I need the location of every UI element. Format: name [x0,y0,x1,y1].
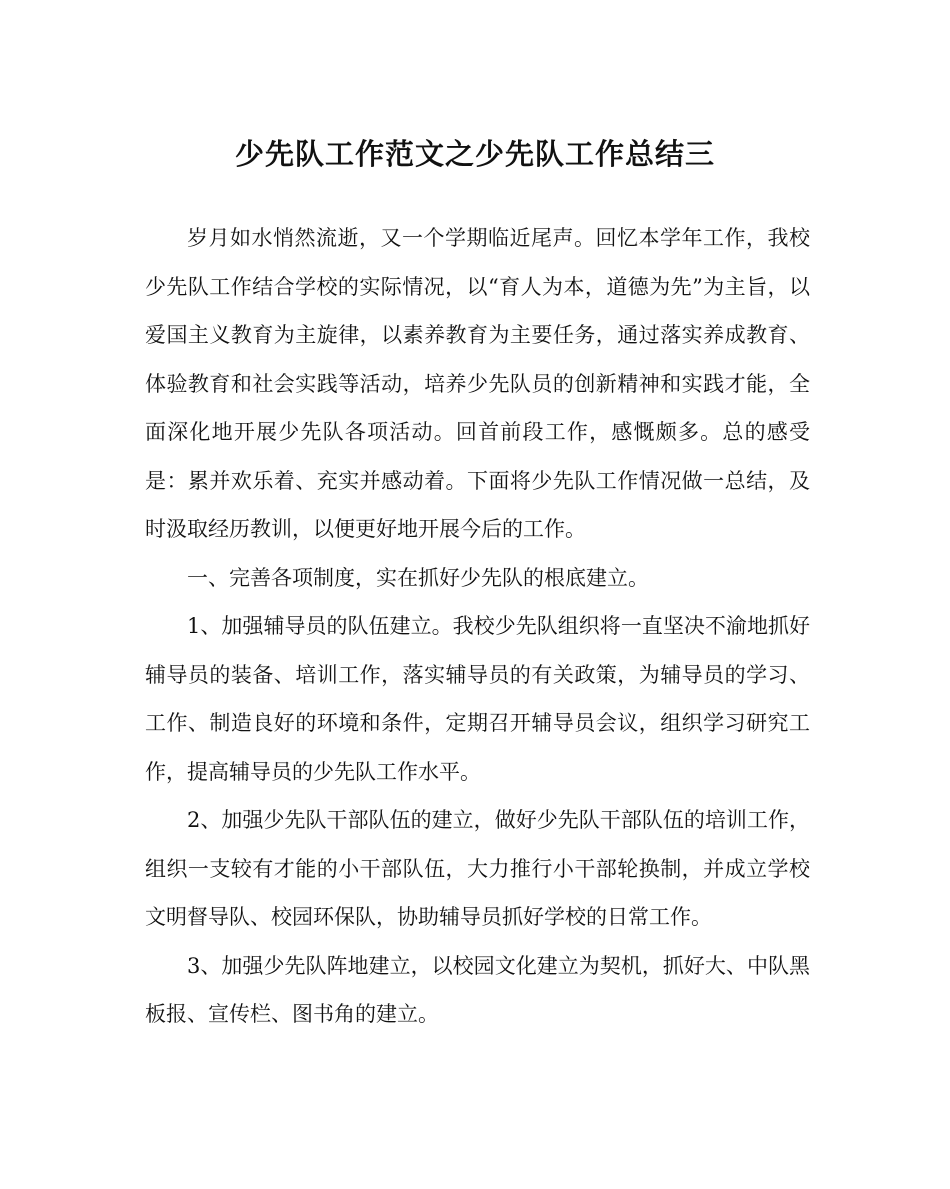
paragraph-item-2: 2、加强少先队干部队伍的建立，做好少先队干部队伍的培训工作，组织一支较有才能的小干部队伍，大力推行小干部轮换制，并成立学校文明督导队、校园环保队，协助辅导员抓好学校的日常工作。 [145,808,810,929]
paragraph-item-3: 3、加强少先队阵地建立，以校园文化建立为契机，抓好大、中队黑板报、宣传栏、图书角的建立。 [145,953,810,1026]
document-title: 少先队工作范文之少先队工作总结三 [234,137,715,171]
paragraph-intro: 岁月如水悄然流逝，又一个学期临近尾声。回忆本学年工作，我校少先队工作结合学校的实际情况，以“育人为本，道德为先”为主旨，以爱国主义教育为主旋律，以素养教育为主要任务，通过落实养成教育、体验教育和社会实践等活动，培养少先队员的创新精神和实践才能，全面深化地开展少先队各项活动。回首前段工作，感慨颇多。总的感受是：累并欢乐着、充实并感动着。下面将少先队工作情况做一总结，及时汲取经历教训，以便更好地开展今后的工作。 [145,226,810,541]
paragraph-item-1: 1、加强辅导员的队伍建立。我校少先队组织将一直坚决不渝地抓好辅导员的装备、培训工作，落实辅导员的有关政策，为辅导员的学习、工作、制造良好的环境和条件，定期召开辅导员会议，组织学习研究工作，提高辅导员的少先队工作水平。 [145,614,810,784]
document-body [145,214,810,1039]
paragraph-section-heading: 一、完善各项制度，实在抓好少先队的根底建立。 [187,565,649,590]
